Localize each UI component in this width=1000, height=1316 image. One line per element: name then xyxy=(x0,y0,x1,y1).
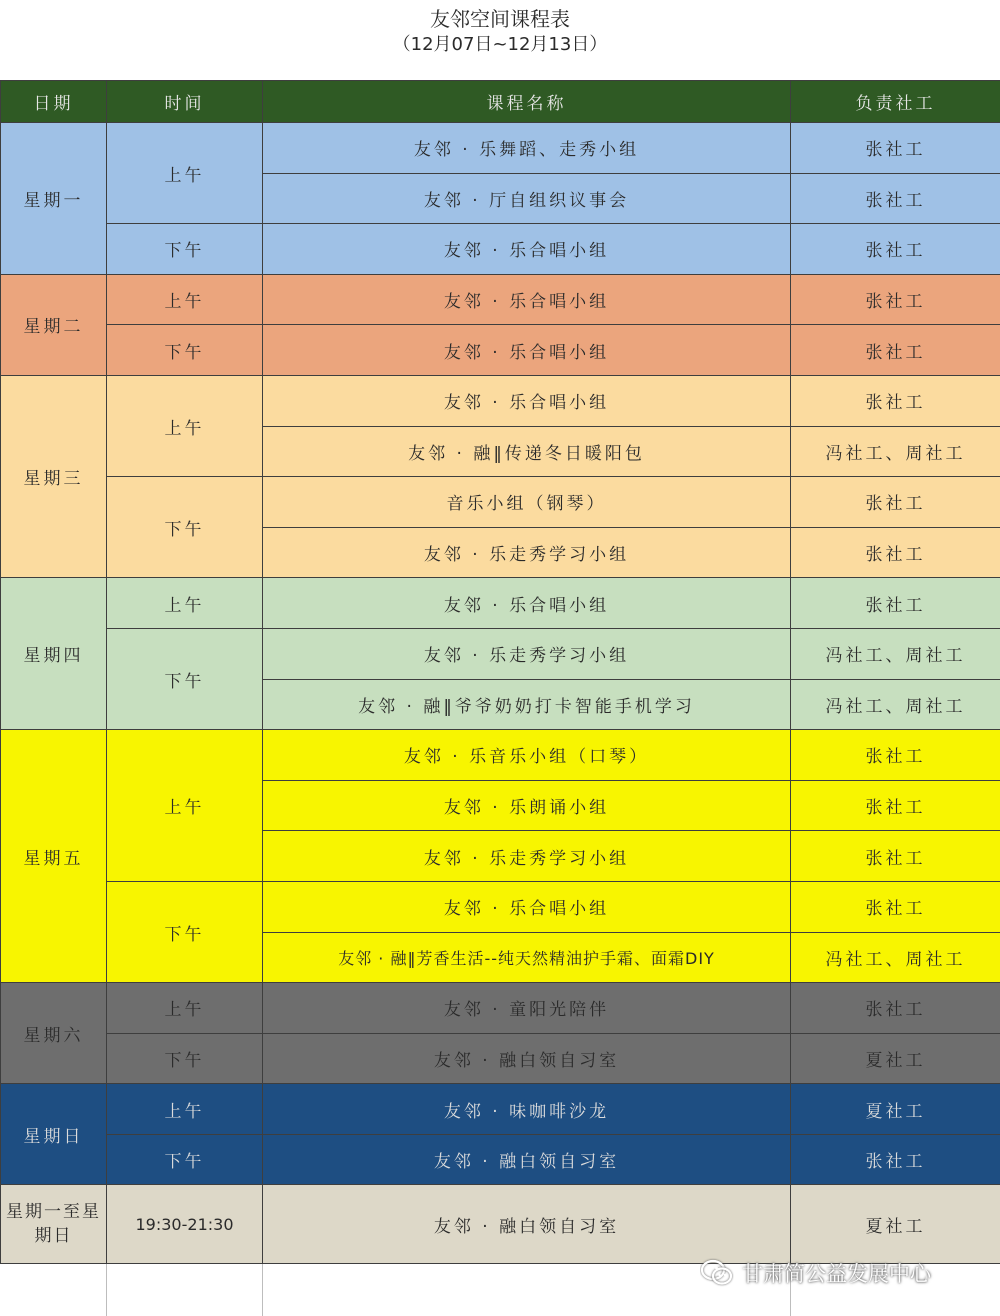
staff-cell: 张社工 xyxy=(791,881,1000,932)
day-cell-thursday: 星期四 xyxy=(1,578,107,730)
staff-cell: 张社工 xyxy=(791,325,1000,376)
course-cell: 友邻 · 乐走秀学习小组 xyxy=(263,628,791,679)
header-staff: 负责社工 xyxy=(791,81,1000,123)
table-row xyxy=(1,123,1000,174)
course-cell: 友邻 · 融‖传递冬日暖阳包 xyxy=(263,426,791,477)
column-divider xyxy=(106,1264,107,1316)
course-cell: 友邻 · 乐朗诵小组 xyxy=(263,780,791,831)
course-cell: 友邻 · 乐走秀学习小组 xyxy=(263,831,791,882)
staff-cell: 张社工 xyxy=(791,780,1000,831)
day-cell-wednesday: 星期三 xyxy=(1,375,107,577)
slot-cell: 下午 xyxy=(107,628,263,729)
header-course: 课程名称 xyxy=(263,81,791,123)
staff-cell: 张社工 xyxy=(791,527,1000,578)
staff-cell: 张社工 xyxy=(791,1134,1000,1185)
slot-cell: 下午 xyxy=(107,224,263,275)
slot-cell: 上午 xyxy=(107,375,263,476)
slot-cell: 上午 xyxy=(107,983,263,1034)
table-row xyxy=(1,983,1000,1034)
course-cell: 友邻 · 乐合唱小组 xyxy=(263,274,791,325)
staff-cell: 张社工 xyxy=(791,274,1000,325)
table-row xyxy=(1,881,1000,932)
day-cell-tuesday: 星期二 xyxy=(1,274,107,375)
staff-cell: 张社工 xyxy=(791,983,1000,1034)
course-cell: 友邻 · 融‖爷爷奶奶打卡智能手机学习 xyxy=(263,679,791,730)
slot-cell: 上午 xyxy=(107,730,263,882)
staff-cell: 张社工 xyxy=(791,477,1000,528)
staff-cell: 张社工 xyxy=(791,831,1000,882)
table-row xyxy=(1,224,1000,275)
table-row xyxy=(1,730,1000,781)
course-cell: 友邻 · 童阳光陪伴 xyxy=(263,983,791,1034)
course-cell: 友邻 · 乐舞蹈、走秀小组 xyxy=(263,123,791,174)
course-cell: 友邻 · 融白领自习室 xyxy=(263,1134,791,1185)
staff-cell: 张社工 xyxy=(791,730,1000,781)
table-row xyxy=(1,578,1000,629)
table-row xyxy=(1,1134,1000,1185)
staff-cell: 夏社工 xyxy=(791,1084,1000,1135)
slot-cell: 下午 xyxy=(107,1134,263,1185)
course-cell: 音乐小组（钢琴） xyxy=(263,477,791,528)
page-subtitle: （12月07日~12月13日） xyxy=(392,34,608,55)
schedule-table xyxy=(0,80,1000,1264)
slot-cell: 上午 xyxy=(107,274,263,325)
wechat-icon xyxy=(700,1258,734,1288)
table-row xyxy=(1,1084,1000,1135)
table-row xyxy=(1,274,1000,325)
course-cell: 友邻 · 乐合唱小组 xyxy=(263,224,791,275)
staff-cell: 张社工 xyxy=(791,375,1000,426)
staff-cell: 冯社工、周社工 xyxy=(791,679,1000,730)
staff-cell: 夏社工 xyxy=(791,1185,1000,1264)
watermark xyxy=(700,1256,931,1290)
course-cell: 友邻 · 乐走秀学习小组 xyxy=(263,527,791,578)
staff-cell: 张社工 xyxy=(791,123,1000,174)
table-row xyxy=(1,628,1000,679)
course-cell: 友邻 · 味咖啡沙龙 xyxy=(263,1084,791,1135)
course-cell: 友邻 · 融‖芳香生活--纯天然精油护手霜、面霜DIY xyxy=(263,932,791,983)
staff-cell: 张社工 xyxy=(791,173,1000,224)
day-cell-friday: 星期五 xyxy=(1,730,107,983)
course-cell: 友邻 · 乐合唱小组 xyxy=(263,881,791,932)
column-divider xyxy=(262,1264,263,1316)
header-row xyxy=(1,81,1000,123)
staff-cell: 张社工 xyxy=(791,224,1000,275)
slot-cell: 下午 xyxy=(107,477,263,578)
watermark-text: 甘肃简公益发展中心 xyxy=(742,1262,931,1286)
header-date: 日期 xyxy=(1,81,107,123)
staff-cell: 冯社工、周社工 xyxy=(791,932,1000,983)
staff-cell: 冯社工、周社工 xyxy=(791,426,1000,477)
staff-cell: 张社工 xyxy=(791,578,1000,629)
staff-cell: 冯社工、周社工 xyxy=(791,628,1000,679)
course-cell: 友邻 · 乐合唱小组 xyxy=(263,375,791,426)
day-cell-all-week: 星期一至星期日 xyxy=(1,1185,107,1264)
table-row xyxy=(1,375,1000,426)
table-row xyxy=(1,1185,1000,1264)
slot-cell: 下午 xyxy=(107,325,263,376)
slot-cell: 19:30-21:30 xyxy=(107,1185,263,1264)
page-title: 友邻空间课程表 xyxy=(430,7,570,31)
table-row xyxy=(1,325,1000,376)
day-cell-monday: 星期一 xyxy=(1,123,107,275)
header-time: 时间 xyxy=(107,81,263,123)
staff-cell: 夏社工 xyxy=(791,1033,1000,1084)
table-row xyxy=(1,477,1000,528)
slot-cell: 上午 xyxy=(107,578,263,629)
slot-cell: 上午 xyxy=(107,1084,263,1135)
day-cell-sunday: 星期日 xyxy=(1,1084,107,1185)
slot-cell: 下午 xyxy=(107,881,263,982)
slot-cell: 上午 xyxy=(107,123,263,224)
day-cell-saturday: 星期六 xyxy=(1,983,107,1084)
slot-cell: 下午 xyxy=(107,1033,263,1084)
course-cell: 友邻 · 融白领自习室 xyxy=(263,1185,791,1264)
table-row xyxy=(1,1033,1000,1084)
course-cell: 友邻 · 乐音乐小组（口琴） xyxy=(263,730,791,781)
course-cell: 友邻 · 乐合唱小组 xyxy=(263,325,791,376)
course-cell: 友邻 · 厅自组织议事会 xyxy=(263,173,791,224)
course-cell: 友邻 · 融白领自习室 xyxy=(263,1033,791,1084)
course-cell: 友邻 · 乐合唱小组 xyxy=(263,578,791,629)
